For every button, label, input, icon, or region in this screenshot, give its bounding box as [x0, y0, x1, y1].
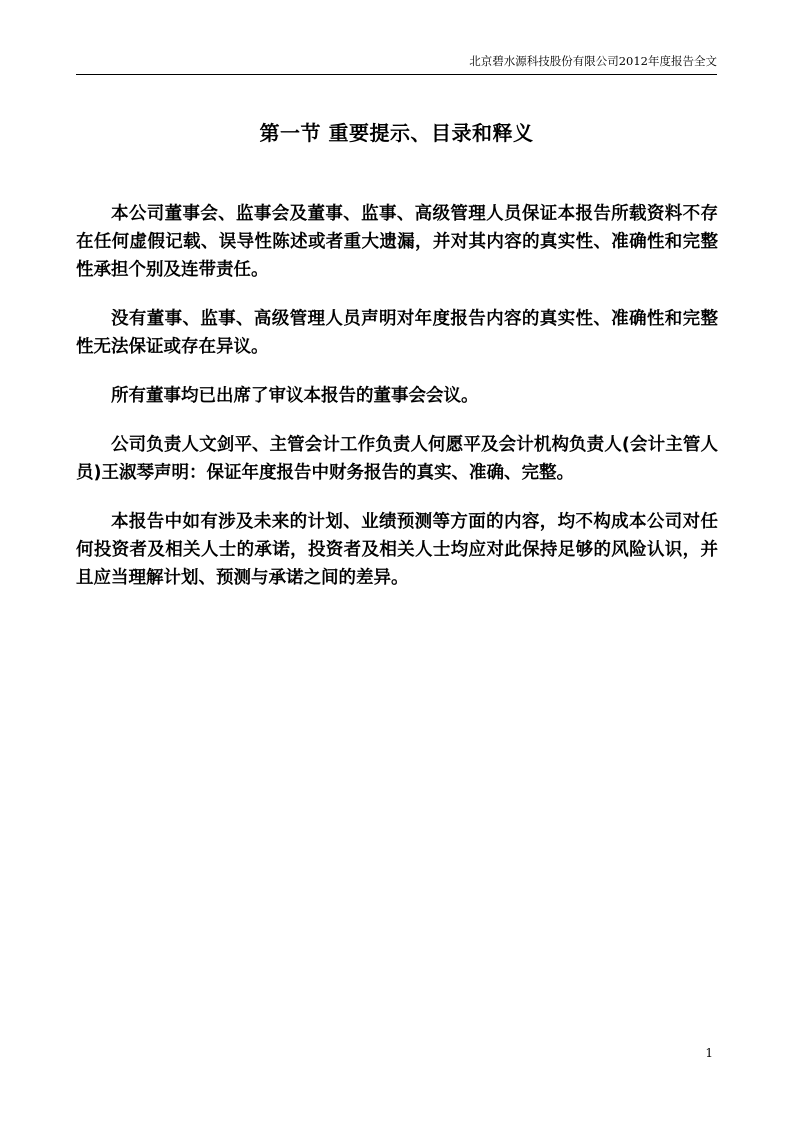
page-number: 1: [705, 1046, 713, 1060]
paragraph-forward-looking: 本报告中如有涉及未来的计划、业绩预测等方面的内容，均不构成本公司对任何投资者及相关人士的承诺，投资者及相关人士均应对此保持足够的风险认识，并且应当理解计划、预测与承诺之间的差异。: [76, 512, 718, 588]
running-header: [76, 54, 717, 75]
body-content: [76, 200, 718, 613]
paragraph-financial-statement: 公司负责人文剑平、主管会计工作负责人何愿平及会计机构负责人(会计主管人员)王淑琴声明：保证年度报告中财务报告的真实、准确、完整。: [76, 435, 718, 483]
paragraph-attendance: 所有董事均已出席了审议本报告的董事会会议。: [111, 386, 479, 406]
section-title: 第一节 重要提示、目录和释义: [259, 121, 534, 145]
paragraph-no-objection: 没有董事、监事、高级管理人员声明对年度报告内容的真实性、准确性和完整性无法保证或存在异议。: [76, 309, 718, 357]
paragraph-board-guarantee: 本公司董事会、监事会及董事、监事、高级管理人员保证本报告所载资料不存在任何虚假记载、误导性陈述或者重大遗漏，并对其内容的真实性、准确性和完整性承担个别及连带责任。: [76, 204, 718, 280]
running-header-title: 北京碧水源科技股份有限公司2012年度报告全文: [469, 54, 717, 68]
